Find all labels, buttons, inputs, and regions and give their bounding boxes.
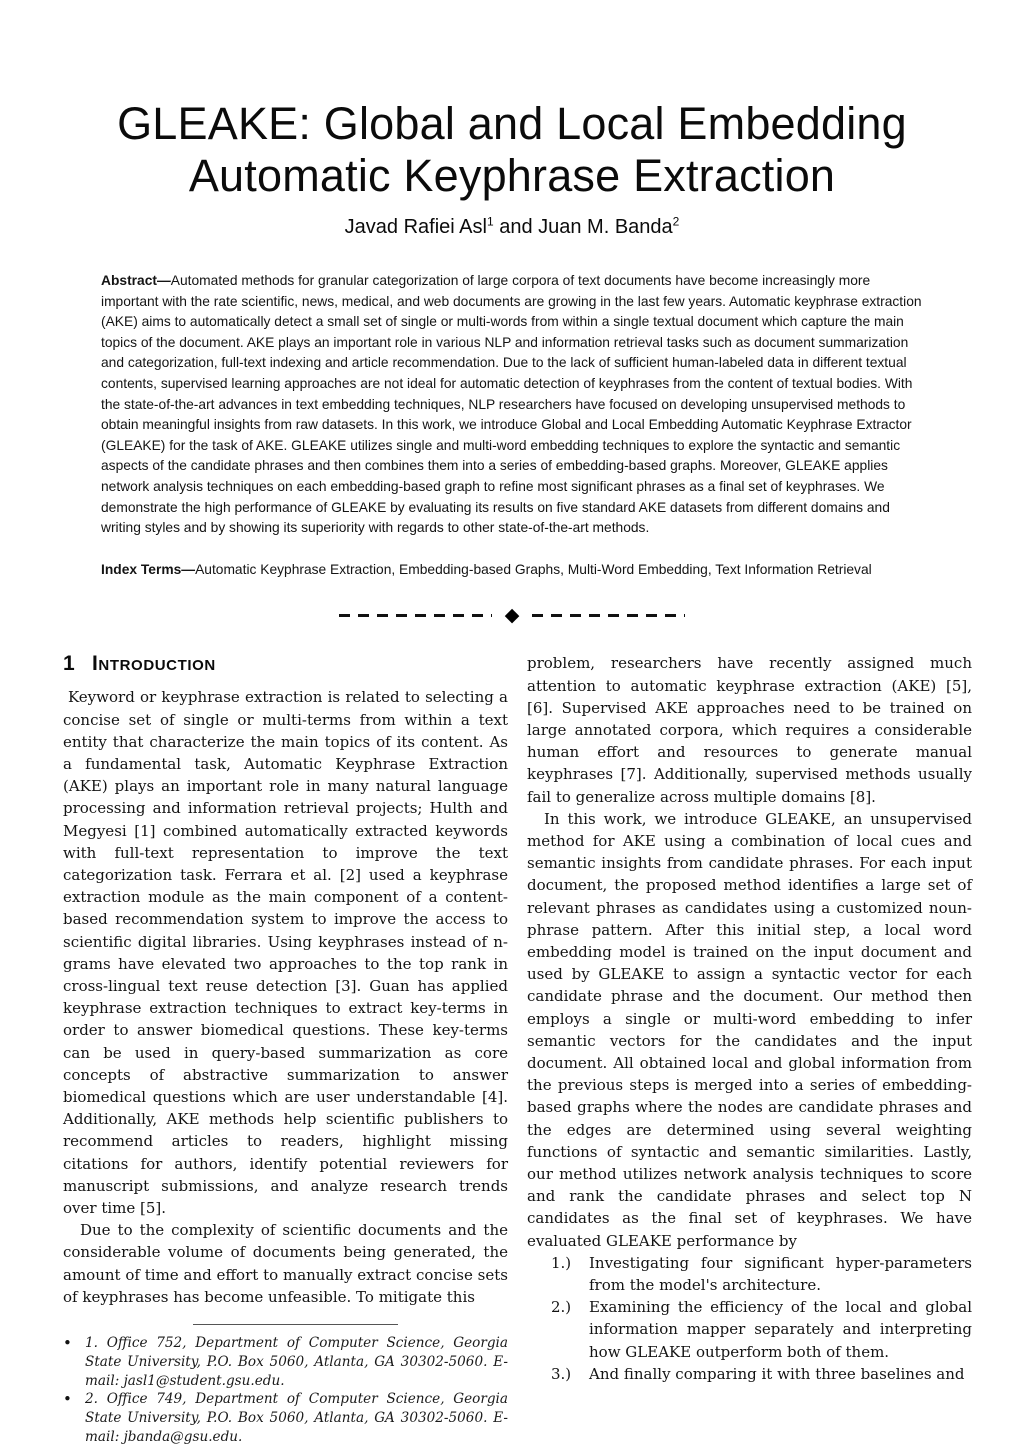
abstract-text: Automated methods for granular categorization of large corpora of text documents have become increasingly more important with the rate scientific, news, medical, and web documents are growing in the last few years. Automatic keyphrase extraction (AKE) aims to automatically detect a small set of single or multi-words from within a single textual document which capture the main topics of the document. AKE plays an important role in various NLP and information retrieval tasks such as document summarization and categorization, full-text indexing and article recommendation. Due to the lack of sufficient human-labeled data in different textual contents, supervised learning approaches are not ideal for automatic detection of keyphrases from the content of textual bodies. With the state-of-the-art advances in text embedding techniques, NLP researchers have focused on developing unsupervised methods to obtain meaningful insights from raw datasets. In this work, we introduce Global and Local Embedding Automatic Keyphrase Extractor (GLEAKE) for the task of AKE. GLEAKE utilizes single and multi-word embedding techniques to explore the syntactic and semantic aspects of the candidate phrases and then combines them into a series of embedding-based graphs. Moreover, GLEAKE applies network analysis techniques on each embedding-based graph to refine most significant phrases as a final set of keyphrases. We demonstrate the high performance of GLEAKE by evaluating its results on five standard AKE datasets from different domains and writing styles and by showing its superiority with regards to other state-of-the-art methods. <box>101 273 922 536</box>
footnote-affiliation-1: 1. Office 752, Department of Computer Science, Georgia State University, P.O. Box 5060, Atlanta, GA 30302-5060. E-mail: jasl1@student.gsu.edu. <box>85 1335 508 1389</box>
author-1-affiliation-marker: 1 <box>486 214 494 229</box>
bullet-icon: • <box>63 1390 72 1409</box>
list-item-marker: 2.) <box>551 1298 572 1317</box>
section-separator <box>0 604 1024 626</box>
diamond-icon: ◆ <box>504 604 520 626</box>
author-2-affiliation-marker: 2 <box>672 214 680 229</box>
footnote-item <box>63 1390 508 1446</box>
list-item-text: Investigating four significant hyper-parameters from the model's architecture. <box>589 1253 972 1294</box>
authors-joiner: and <box>493 216 539 238</box>
two-column-body <box>0 652 1024 1446</box>
list-item <box>527 1296 972 1363</box>
author-line <box>0 216 1024 239</box>
list-item <box>527 1252 972 1296</box>
index-terms-line <box>101 560 923 581</box>
footnote-block <box>63 1324 508 1447</box>
intro-paragraph-2-continued: problem, researchers have recently assigned much attention to automatic keyphrase extraction (AKE) [5], [6]. Supervised AKE approaches need to be trained on large annotated corpora, which requires a considerable human effort and resources to generate manual keyphrases [7]. Additionally, supervised methods usually fail to generalize across multiple domains [8]. <box>527 654 972 806</box>
contribution-list <box>527 1252 972 1385</box>
paper-title-line1: GLEAKE: Global and Local Embedding <box>117 98 907 149</box>
list-item <box>527 1363 972 1385</box>
abstract-label: Abstract— <box>101 273 171 288</box>
index-terms-text: Automatic Keyphrase Extraction, Embedding-based Graphs, Multi-Word Embedding, Text Information Retrieval <box>195 561 872 577</box>
author-2-name: Juan M. Banda <box>538 216 673 238</box>
bullet-icon: • <box>63 1334 72 1352</box>
intro-paragraph-3: In this work, we introduce GLEAKE, an unsupervised method for AKE using a combination of local cues and semantic insights from candidate phrases. For each input document, the proposed method identifies a large set of relevant phrases as candidates using a customized noun-phrase pattern. After this initial step, a local word embedding model is trained on the input document and used by GLEAKE to assign a syntactic vector for each candidate phrase and the document. Our method then employs a single or multi-word embedding to infer semantic vectors for the candidates and the input document. All obtained local and global information from the previous steps is merged into a series of embedding-based graphs where the nodes are candidate phrases and the edges are determined using several weighting functions of syntactic and semantic similarities. Lastly, our method utilizes network analysis techniques to score and rank the candidate phrases and select top N candidates as the final set of keyphrases. We have evaluated GLEAKE performance by <box>527 809 972 1250</box>
footnote-rule <box>193 1324 398 1325</box>
dashed-rule-left <box>339 614 492 617</box>
footnote-item <box>63 1334 508 1390</box>
section-title: Introduction <box>91 652 216 676</box>
list-item-marker: 3.) <box>551 1364 572 1383</box>
section-number: 1 <box>63 652 75 676</box>
paper-title <box>0 98 1024 202</box>
list-item-marker: 1.) <box>551 1253 572 1272</box>
left-column <box>63 652 508 1446</box>
dashed-rule-right <box>532 614 685 617</box>
footnote-list <box>63 1334 508 1447</box>
intro-paragraph-2: Due to the complexity of scientific documents and the considerable volume of documents being generated, the amount of time and effort to manually extract concise sets of keyphrases has become unfeasible. To mitigate this <box>63 1221 508 1306</box>
paper-title-line2: Automatic Keyphrase Extraction <box>188 150 836 201</box>
list-item-text: Examining the efficiency of the local and global information mapper separately and interpreting how GLEAKE outperform both of them. <box>589 1298 972 1361</box>
footnote-affiliation-2: 2. Office 749, Department of Computer Science, Georgia State University, P.O. Box 5060, Atlanta, GA 30302-5060. E-mail: jbanda@gsu.edu. <box>85 1391 508 1445</box>
section-heading <box>63 652 508 676</box>
list-item-text: And finally comparing it with three baselines and <box>589 1364 965 1383</box>
index-terms-label: Index Terms— <box>101 561 196 577</box>
abstract-paragraph <box>101 271 923 539</box>
author-1-name: Javad Rafiei Asl <box>344 216 487 238</box>
intro-paragraph-1: Keyword or keyphrase extraction is related to selecting a concise set of single or multi-terms from within a text entity that characterize the main topics of its content. As a fundamental task, Automatic Keyphrase Extraction (AKE) plays an important role in many natural language processing and information retrieval projects; Hulth and Megyesi [1] combined automatically extracted keywords with full-text representation to improve the text categorization task. Ferrara et al. [2] used a keyphrase extraction module as the main component of a content-based recommendation system to improve the access to scientific digital libraries. Using keyphrases instead of n-grams have elevated two approaches to the top rank in cross-lingual text reuse detection [3]. Guan has applied keyphrase extraction techniques to extract key-terms in order to answer biomedical questions. These key-terms can be used in query-based summarization as core concepts of abstractive summarization to answer biomedical questions which are user understandable [4]. Additionally, AKE methods help scientific publishers to recommend articles to readers, highlight missing citations for authors, identify potential reviewers for manuscript submissions, and analyze research trends over time [5]. <box>63 688 508 1217</box>
right-column <box>527 652 972 1446</box>
